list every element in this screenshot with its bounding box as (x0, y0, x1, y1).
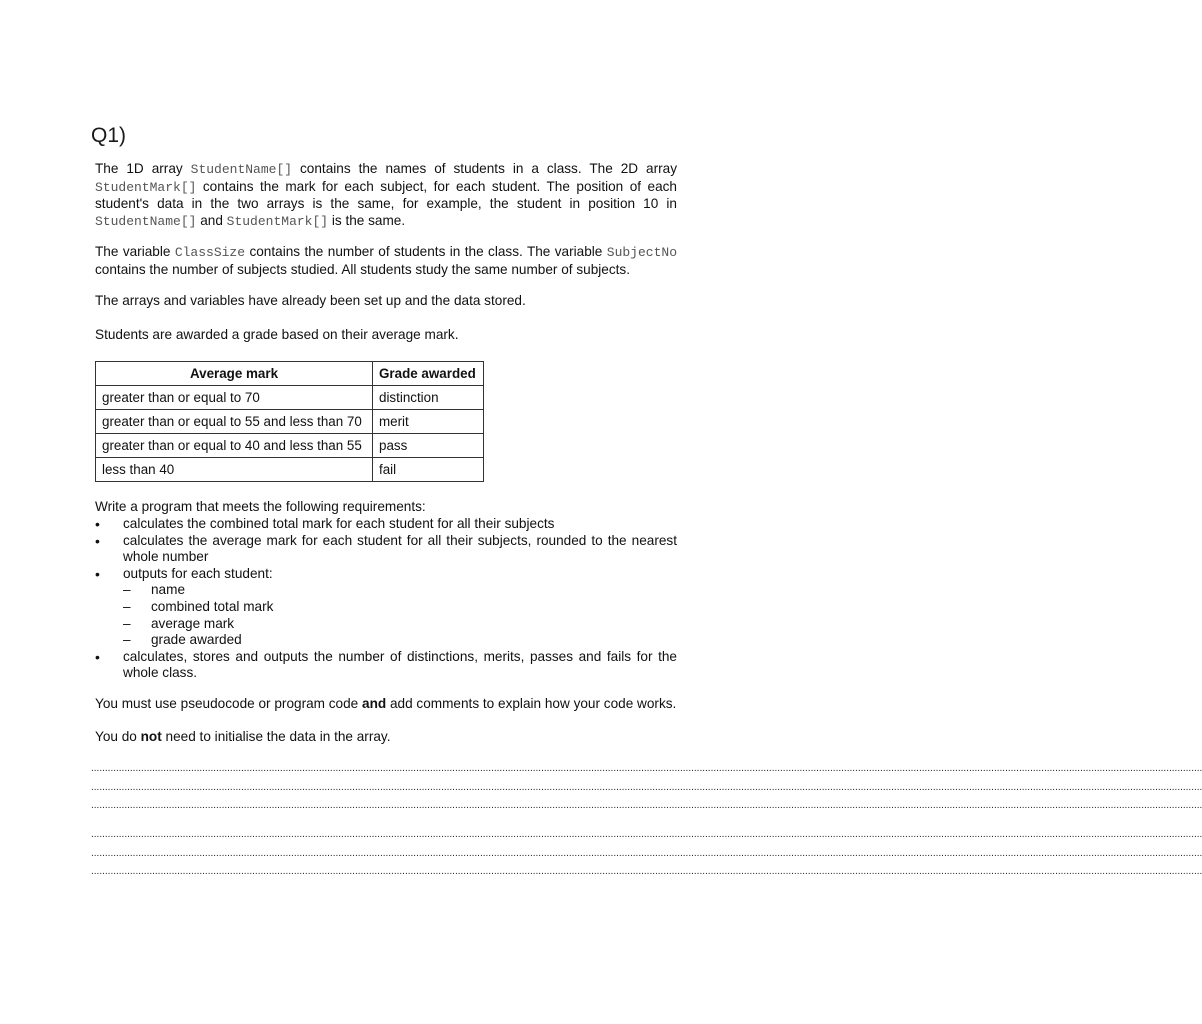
header-average-mark: Average mark (96, 362, 373, 386)
cell-grade: fail (373, 458, 484, 482)
sub-list-item: – combined total mark (123, 598, 274, 614)
code-subjectno: SubjectNo (606, 245, 677, 260)
dash-marker: – (123, 632, 131, 648)
dash-marker: – (123, 598, 131, 614)
code-studentname: StudentName[] (190, 162, 293, 177)
cell-grade: merit (373, 410, 484, 434)
requirements-list (95, 516, 677, 682)
cell-grade: pass (373, 434, 484, 458)
table-row (96, 458, 484, 482)
grade-table (95, 361, 484, 482)
dash-marker: – (123, 615, 131, 631)
table-header-row (96, 362, 484, 386)
list-item: • calculates the combined total mark for each student for all their subjects (95, 516, 677, 533)
sub-list-item: – average mark (123, 615, 235, 631)
instruction-pseudocode: You must use pseudocode or program code and add comments to explain how your code works. (95, 696, 677, 711)
answer-line[interactable]: ................................................................................................................................................................................................................................................................................................................................................................................................................ (91, 800, 1202, 811)
header-grade-awarded: Grade awarded (373, 362, 484, 386)
intro-paragraph-grades: Students are awarded a grade based on their average mark. (95, 327, 459, 342)
code-studentmark: StudentMark[] (95, 179, 197, 195)
question-number: Q1) (91, 124, 127, 147)
answer-line[interactable]: ................................................................................................................................................................................................................................................................................................................................................................................................................ (91, 763, 1202, 774)
list-item: • calculates, stores and outputs the number of distinctions, merits, passes and fails for the whole class. (95, 649, 677, 682)
list-item: • calculates the average mark for each student for all their subjects, rounded to the nearest whole number (95, 533, 677, 566)
table-row (96, 386, 484, 410)
answer-line[interactable]: ................................................................................................................................................................................................................................................................................................................................................................................................................ (91, 829, 1202, 840)
requirements-intro: Write a program that meets the following requirements: (95, 499, 426, 514)
cell-average-mark: greater than or equal to 55 and less than 70 (96, 410, 373, 434)
answer-line[interactable]: ................................................................................................................................................................................................................................................................................................................................................................................................................ (91, 866, 1202, 877)
code-studentmark: StudentMark[] (226, 213, 329, 229)
dash-marker: – (123, 582, 131, 598)
intro-paragraph-setup: The arrays and variables have already been set up and the data stored. (95, 293, 526, 308)
code-studentname: StudentName[] (95, 213, 197, 229)
cell-grade: distinction (373, 386, 484, 410)
table-row (96, 410, 484, 434)
answer-line[interactable]: ................................................................................................................................................................................................................................................................................................................................................................................................................ (91, 848, 1202, 859)
instruction-initialise: You do not need to initialise the data in the array. (95, 729, 391, 744)
sub-list-item: – grade awarded (123, 632, 242, 648)
intro-paragraph-arrays: The 1D array StudentName[] contains the names of students in a class. The 2D array StudentMark[] contains the mark for each subject, for each student. The position of each student's data in the two arrays is the same, for example, the student in position 10 in StudentName[] and StudentMark[] is the same. (95, 161, 678, 229)
intro-paragraph-variables: The variable ClassSize contains the number of students in the class. The variable SubjectNo contains the number of subjects studied. All students study the same number of subjects. (95, 244, 677, 277)
cell-average-mark: less than 40 (96, 458, 373, 482)
output-sublist (123, 582, 677, 648)
code-classsize: ClassSize (174, 245, 246, 260)
cell-average-mark: greater than or equal to 70 (96, 386, 373, 410)
cell-average-mark: greater than or equal to 40 and less than 55 (96, 434, 373, 458)
table-row (96, 434, 484, 458)
list-item: • outputs for each student: – name – combined total mark – average mark – grade awarded (95, 566, 677, 649)
answer-line[interactable]: ................................................................................................................................................................................................................................................................................................................................................................................................................ (91, 782, 1202, 793)
sub-list-item: – name (123, 582, 186, 598)
